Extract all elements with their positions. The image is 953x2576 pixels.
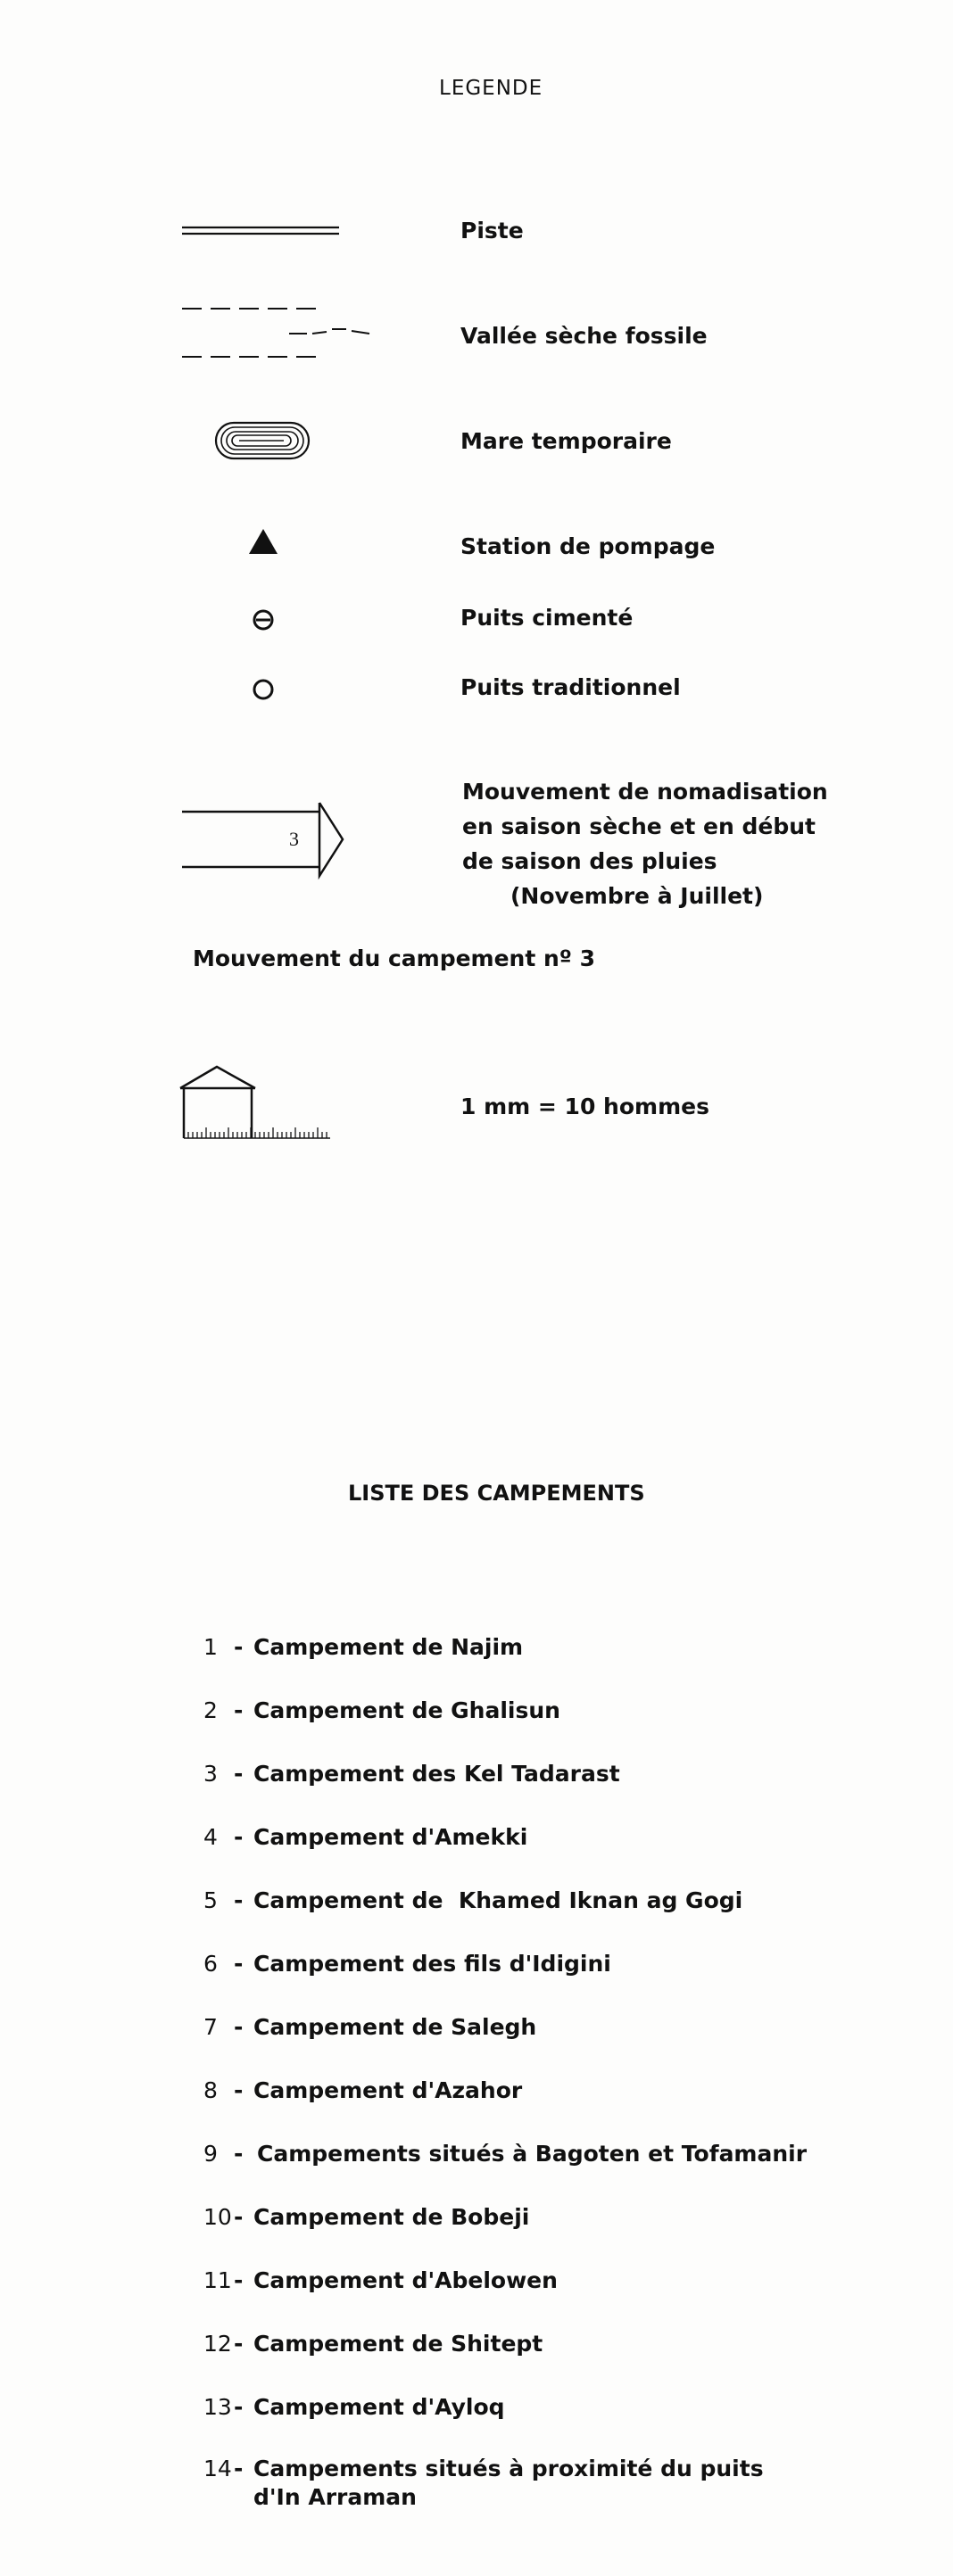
movement-line-1: Mouvement de nomadisation: [462, 779, 828, 805]
contour-oval-icon: [214, 421, 312, 462]
legend-label-puits-traditionnel: Puits traditionnel: [460, 674, 681, 700]
legend-title: LEGENDE: [439, 77, 543, 100]
list-item: 6 - Campement des fils d'Idigini: [203, 1951, 611, 1977]
legend-label-vallee: Vallée sèche fossile: [460, 323, 708, 349]
double-line-icon: [182, 225, 343, 237]
movement-line-2: en saison sèche et en début: [462, 813, 816, 839]
open-circle-icon: [252, 678, 275, 701]
list-item: 7 - Campement de Salegh: [203, 2014, 537, 2040]
legend-label-puits-cimente: Puits cimenté: [460, 605, 634, 631]
list-item: 1 - Campement de Najim: [203, 1634, 524, 1660]
movement-arrow-icon: [182, 801, 352, 879]
dashed-lines-icon: [182, 300, 378, 362]
circle-bar-icon: [252, 608, 275, 632]
campements-title: LISTE DES CAMPEMENTS: [348, 1481, 645, 1506]
legend-label-station: Station de pompage: [460, 533, 716, 559]
house-scale-icon: [177, 1061, 337, 1151]
list-item: 11- Campement d'Abelowen: [203, 2267, 558, 2293]
movement-line-3: de saison des pluies: [462, 848, 717, 874]
list-item: 2 - Campement de Ghalisun: [203, 1697, 560, 1723]
list-item: 8 - Campement d'Azahor: [203, 2077, 523, 2103]
list-item: 12- Campement de Shitept: [203, 2331, 543, 2357]
movement-description: [462, 774, 828, 913]
triangle-icon: [248, 528, 278, 555]
list-item: 3 - Campement des Kel Tadarast: [203, 1761, 620, 1787]
movement-line-4: (Novembre à Juillet): [510, 883, 764, 909]
list-item: 9 - Campements situés à Bagoten et Tofamanir: [203, 2141, 808, 2167]
legend-label-mare: Mare temporaire: [460, 428, 672, 454]
list-item: 13- Campement d'Ayloq: [203, 2394, 505, 2420]
list-item: 5 - Campement de Khamed Iknan ag Gogi: [203, 1887, 743, 1913]
scale-label: 1 mm = 10 hommes: [460, 1094, 709, 1119]
legend-label-piste: Piste: [460, 218, 524, 244]
movement-arrow-number: 3: [289, 828, 299, 850]
list-item: 14- Campements situés à proximité du puits d'In Arraman: [203, 2456, 764, 2510]
list-item: 4 - Campement d'Amekki: [203, 1824, 528, 1850]
list-item: 10- Campement de Bobeji: [203, 2204, 530, 2230]
movement-caption: Mouvement du campement nº 3: [193, 945, 596, 971]
